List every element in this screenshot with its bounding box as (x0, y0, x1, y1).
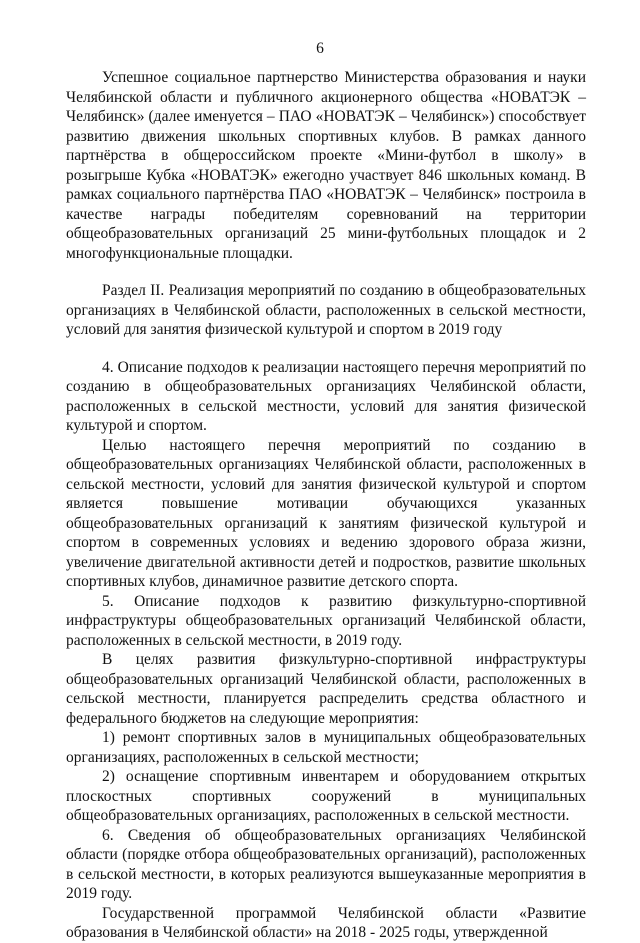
list-item-1: 1) ремонт спортивных залов в муниципальных общеобразовательных организациях, расположенных в сельской местности; (66, 729, 586, 766)
paragraph-goal: Целью настоящего перечня мероприятий по созданию в общеобразовательных организациях Челябинской области, расположенных в сельской местности, условий для занятия физической культурой и спортом является повышение мотивации обучающихся указанных общеобразовательных организаций к занятиям физической культурой и спортом в современных условиях и ведению здорового образа жизни, увеличение двигательной активности детей и подростков, развитие школьных спортивных клубов, динамичное развитие детского спорта. (66, 436, 586, 590)
paragraph-item-4: 4. Описание подходов к реализации настоящего перечня мероприятий по созданию в общеобразовательных организациях Челябинской области, расположенных в сельской местности, условий для занятия физической культурой и спортом. (66, 358, 586, 434)
paragraph-item-5: 5. Описание подходов к развитию физкультурно-спортивной инфраструктуры общеобразовательных организаций Челябинской области, расположенных в сельской местности, в 2019 году. (66, 592, 586, 649)
list-item-2: 2) оснащение спортивным инвентарем и оборудованием открытых плоскостных спортивных сооружений в муниципальных общеобразовательных организациях, расположенных в сельской местности. (66, 768, 586, 824)
page-number: 6 (316, 40, 324, 57)
document-body (66, 68, 586, 943)
paragraph-partnership: Успешное социальное партнерство Министерства образования и науки Челябинской области и публичного акционерного общества «НОВАТЭК – Челябинск» (далее именуется – ПАО «НОВАТЭК – Челябинск») способствует развитию движения школьных спортивных клубов. В рамках данного партнёрства в общероссийском проекте «Мини-футбол в школу» в розыгрыше Кубка «НОВАТЭК» ежегодно участвует 846 школьных команд. В рамках социального партнёрства ПАО «НОВАТЭК – Челябинск» построила в качестве награды победителям соревнований на территории общеобразовательных организаций 25 мини-футбольных площадок и 2 многофункциональные площадки. (66, 69, 586, 262)
paragraph-state-program: Государственной программой Челябинской области «Развитие образования в Челябинской области» на 2018 - 2025 годы, утвержденной (66, 904, 586, 941)
paragraph-purpose: В целях развития физкультурно-спортивной инфраструктуры общеобразовательных организаций Челябинской области, расположенных в сельской местности, планируется распределить средства областного и федерального бюджетов на следующие мероприятия: (66, 651, 586, 727)
section-heading: Раздел II. Реализация мероприятий по созданию в общеобразовательных организациях в Челябинской области, расположенных в сельской местности, условий для занятия физической культурой и спортом в 2019 году (66, 282, 586, 338)
paragraph-item-6: 6. Сведения об общеобразовательных организациях Челябинской области (порядке отбора общеобразовательных организаций), расположенных в сельской местности, в которых реализуются вышеуказанные мероприятия в 2019 году. (66, 826, 586, 902)
